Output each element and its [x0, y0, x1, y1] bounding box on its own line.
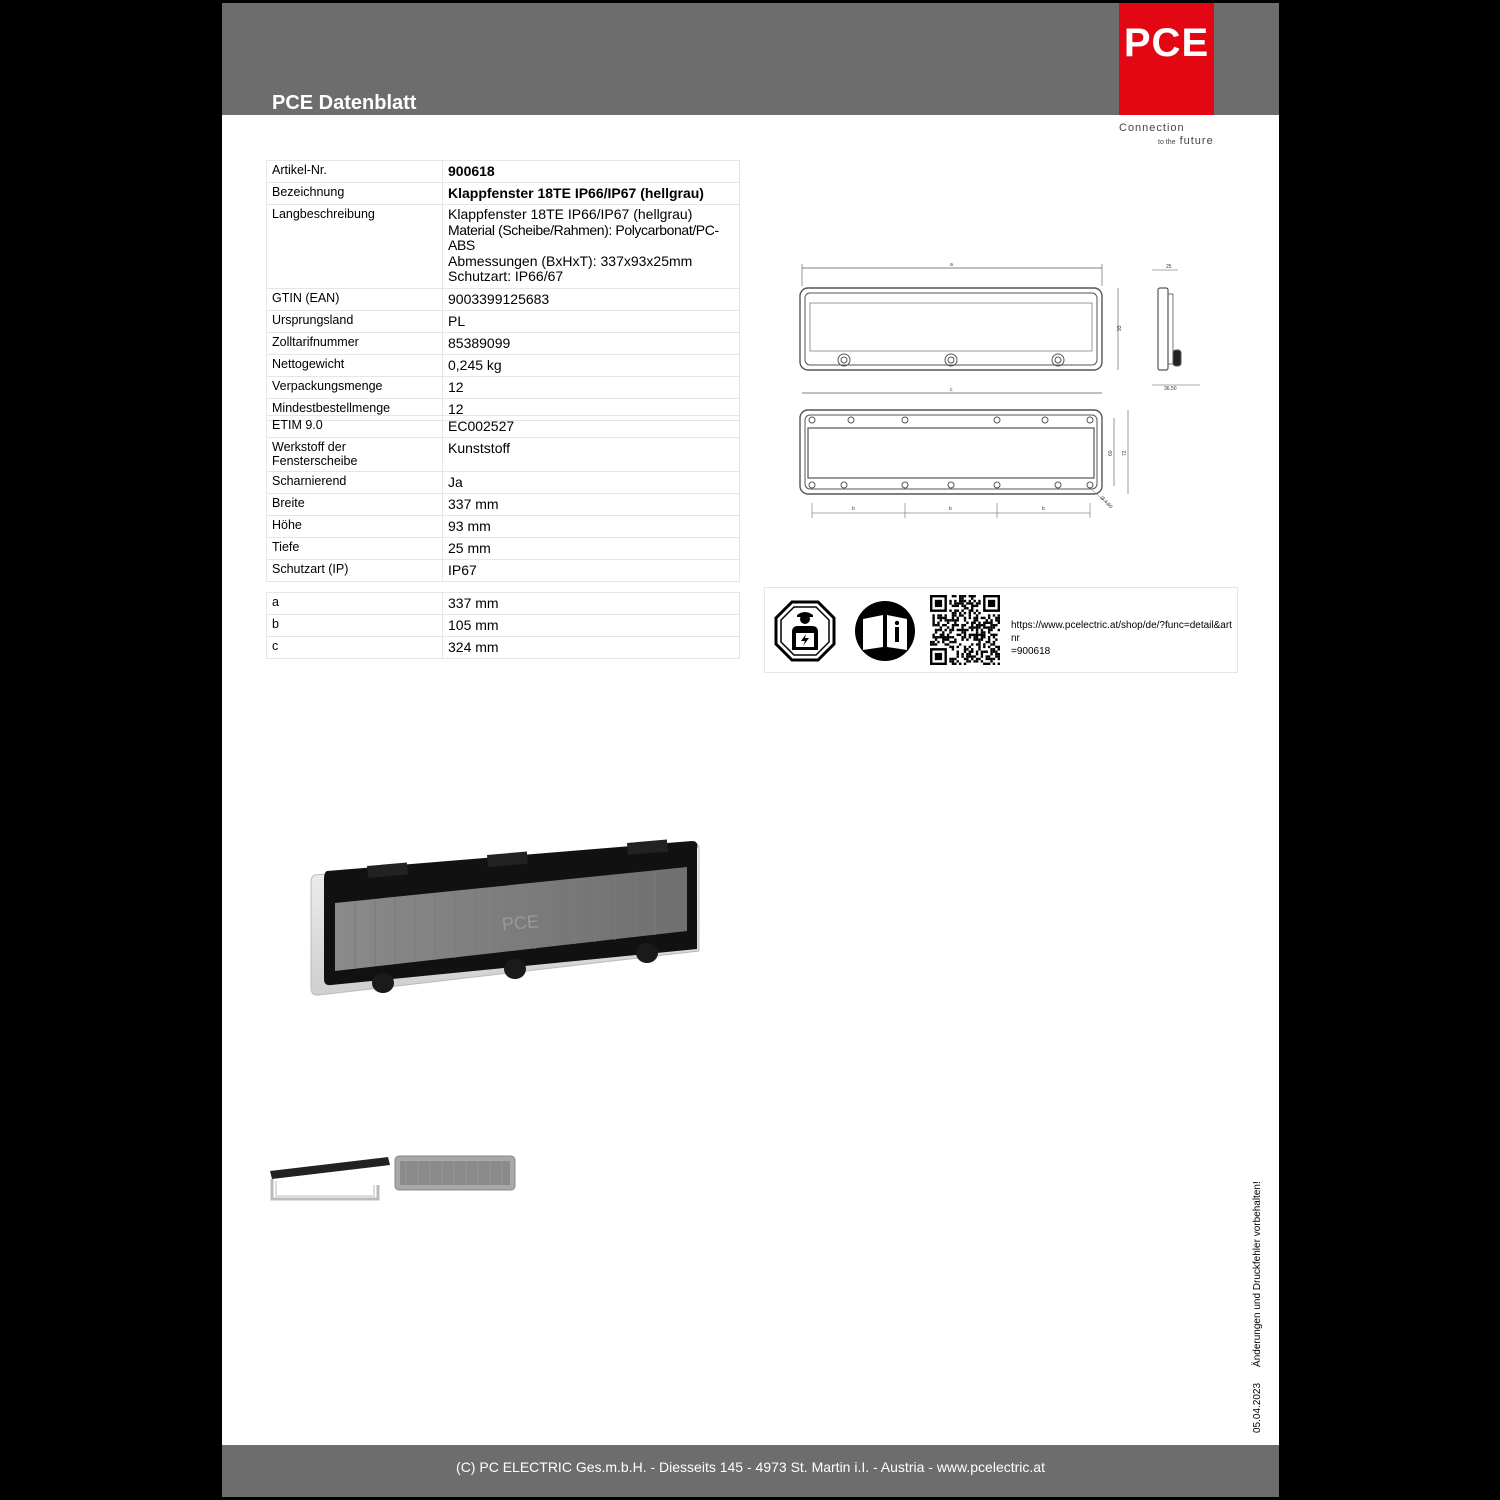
read-manual-icon: [854, 600, 916, 662]
table-row: Tiefe 25 mm: [267, 538, 740, 560]
dim-label-a: a: [950, 262, 953, 268]
datasheet-page: [222, 3, 1279, 1497]
table-row: Verpackungsmenge 12: [267, 376, 740, 398]
etim-table: [266, 415, 740, 582]
dim-label-b: b: [949, 506, 952, 512]
table-row: b 105 mm: [267, 615, 740, 637]
header-bar: [222, 3, 1279, 115]
table-row: Mindestbestellmenge 12: [267, 398, 740, 420]
product-thumbnail-open[interactable]: [268, 1153, 392, 1205]
table-row: Breite 337 mm: [267, 494, 740, 516]
table-row: a 337 mm: [267, 593, 740, 615]
dim-label-c: c: [950, 387, 953, 393]
dim-label-b: b: [1042, 506, 1045, 512]
qr-code: [930, 595, 1000, 665]
table-row: c 324 mm: [267, 637, 740, 659]
dim-label-b: b: [852, 506, 855, 512]
product-thumbnail-front[interactable]: [394, 1155, 516, 1191]
table-row: Werkstoff der Fensterscheibe Kunststoff: [267, 438, 740, 472]
long-description: Klappfenster 18TE IP66/IP67 (hellgrau) Material (Scheibe/Rahmen): Polycarbonat/PC-ABS Abmessungen (BxHxT): 337x93x25mm Schutzart: IP66/67: [443, 205, 740, 289]
table-row: GTIN (EAN) 9003399125683: [267, 288, 740, 310]
dim-label-4-50: Ø 4,50: [1098, 495, 1114, 511]
table-row: ETIM 9.0 EC002527: [267, 416, 740, 438]
product-photo: [307, 833, 707, 1013]
technical-drawing: [792, 258, 1212, 528]
dim-label-72: 72: [1122, 450, 1128, 456]
product-url[interactable]: https://www.pcelectric.at/shop/de/?func=detail&artnr =900618: [1011, 620, 1232, 657]
table-row: Höhe 93 mm: [267, 516, 740, 538]
side-note: 05.04.2023Änderungen und Druckfehler vorbehalten!: [1252, 1181, 1263, 1433]
qualified-electrician-icon: [774, 600, 836, 662]
tagline-connection: Connection: [1119, 122, 1185, 134]
info-box: [764, 587, 1238, 673]
table-row: Schutzart (IP) IP67: [267, 560, 740, 582]
table-row: Zolltarifnummer 85389099: [267, 332, 740, 354]
photo-logo: PCE: [501, 911, 540, 935]
footer-bar: [222, 1445, 1279, 1497]
table-row: Artikel-Nr. 900618: [267, 161, 740, 183]
table-row: Bezeichnung Klappfenster 18TE IP66/IP67 (hellgrau): [267, 183, 740, 205]
tagline-future: to the future: [1158, 135, 1214, 147]
footer-text: (C) PC ELECTRIC Ges.m.b.H. - Diesseits 145 - 4973 St. Martin i.I. - Austria - www.pcelectric.at: [456, 1459, 1045, 1475]
dim-label-93: 93: [1117, 325, 1123, 331]
table-row: Ursprungsland PL: [267, 310, 740, 332]
table-row: Langbeschreibung Klappfenster 18TE IP66/IP67 (hellgrau) Material (Scheibe/Rahmen): Polycarbonat/PC-ABS Abmessungen (BxHxT): 337x93x25mm Schutzart: IP66/67: [267, 205, 740, 289]
dimensions-table: [266, 592, 740, 659]
table-row: Scharnierend Ja: [267, 472, 740, 494]
table-row: Nettogewicht 0,245 kg: [267, 354, 740, 376]
dim-label-60: 60: [1108, 450, 1114, 456]
dim-label-25: 25: [1166, 264, 1172, 270]
pce-logo: PCE: [1119, 3, 1214, 115]
dim-label-36-50: 36,50: [1164, 386, 1177, 392]
page-title: PCE Datenblatt: [272, 92, 417, 114]
article-table: [266, 160, 740, 421]
